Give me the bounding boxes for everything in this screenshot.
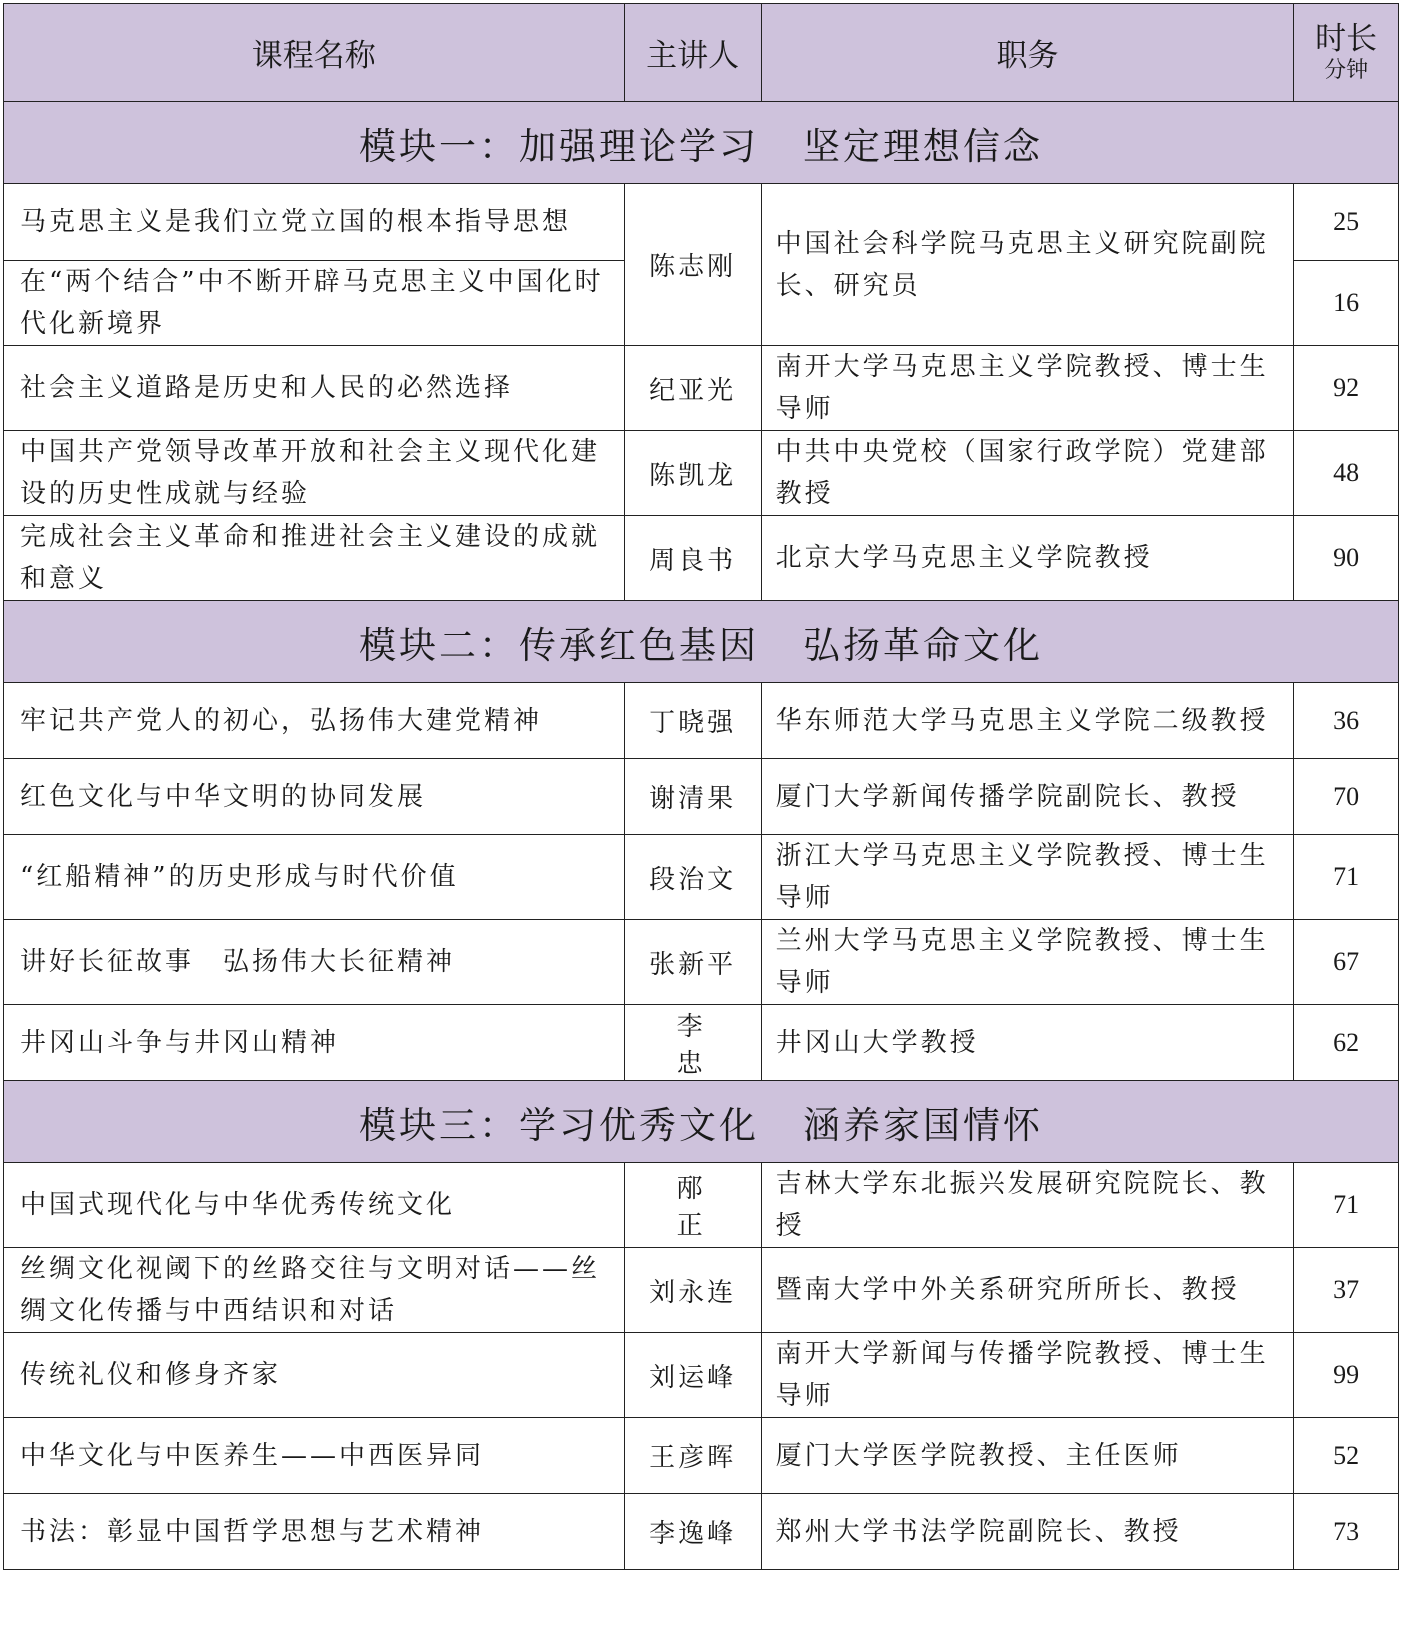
table-row [4,1163,1399,1248]
speaker-name: 段治文 [624,835,761,920]
header-course: 课程名称 [4,4,625,102]
speaker-position: 北京大学马克思主义学院教授 [761,516,1294,601]
speaker-position: 中国社会科学院马克思主义研究院副院长、研究员 [761,184,1294,346]
course-name: 马克思主义是我们立党立国的根本指导思想 [4,184,625,261]
module-title: 模块三：学习优秀文化 [359,1103,759,1147]
duration-minutes: 99 [1294,1333,1399,1418]
speaker-position: 中共中央党校（国家行政学院）党建部教授 [761,431,1294,516]
speaker-position: 华东师范大学马克思主义学院二级教授 [761,683,1294,759]
course-name: “红船精神”的历史形成与时代价值 [4,835,625,920]
duration-minutes: 70 [1294,759,1399,835]
header-position: 职务 [761,4,1294,102]
duration-minutes: 71 [1294,835,1399,920]
duration-minutes: 37 [1294,1248,1399,1333]
module-title: 模块一：加强理论学习 [359,124,759,168]
module-3-title [4,1081,1399,1163]
table-row [4,346,1399,431]
module-subtitle: 坚定理想信念 [803,124,1043,168]
module-1-title [4,102,1399,184]
speaker-name: 陈凯龙 [624,431,761,516]
speaker-name: 李忠 [624,1005,761,1081]
duration-minutes: 52 [1294,1418,1399,1494]
speaker-name: 周良书 [624,516,761,601]
header-duration [1294,4,1399,102]
speaker-name: 邴正 [624,1163,761,1248]
speaker-name: 刘永连 [624,1248,761,1333]
table-row [4,184,1399,261]
header-duration-unit: 分钟 [1324,57,1369,83]
table-row [4,516,1399,601]
table-row [4,1005,1399,1081]
speaker-name: 纪亚光 [624,346,761,431]
course-name: 牢记共产党人的初心，弘扬伟大建党精神 [4,683,625,759]
table-row [4,835,1399,920]
module-1-row [4,102,1399,184]
course-name: 井冈山斗争与井冈山精神 [4,1005,625,1081]
module-subtitle: 涵养家国情怀 [803,1103,1043,1147]
speaker-name: 谢清果 [624,759,761,835]
duration-minutes: 90 [1294,516,1399,601]
speaker-name: 陈志刚 [624,184,761,346]
speaker-name: 李逸峰 [624,1494,761,1570]
duration-minutes: 36 [1294,683,1399,759]
course-name: 传统礼仪和修身齐家 [4,1333,625,1418]
header-row [4,4,1399,102]
speaker-position: 井冈山大学教授 [761,1005,1294,1081]
module-subtitle: 弘扬革命文化 [803,623,1043,667]
course-name: 社会主义道路是历史和人民的必然选择 [4,346,625,431]
table-row [4,1494,1399,1570]
table-row [4,1333,1399,1418]
header-speaker: 主讲人 [624,4,761,102]
duration-minutes: 71 [1294,1163,1399,1248]
duration-minutes: 16 [1294,261,1399,346]
table-row [4,920,1399,1005]
course-name: 书法：彰显中国哲学思想与艺术精神 [4,1494,625,1570]
table-row [4,1248,1399,1333]
speaker-position: 厦门大学医学院教授、主任医师 [761,1418,1294,1494]
duration-minutes: 48 [1294,431,1399,516]
speaker-name: 张新平 [624,920,761,1005]
table-row [4,431,1399,516]
speaker-position: 南开大学马克思主义学院教授、博士生导师 [761,346,1294,431]
module-3-row [4,1081,1399,1163]
course-name: 讲好长征故事 弘扬伟大长征精神 [4,920,625,1005]
speaker-name: 刘运峰 [624,1333,761,1418]
speaker-name: 丁晓强 [624,683,761,759]
table-row [4,1418,1399,1494]
header-duration-label: 时长 [1315,21,1378,58]
course-name: 中华文化与中医养生——中西医异同 [4,1418,625,1494]
course-name: 在“两个结合”中不断开辟马克思主义中国化时代化新境界 [4,261,625,346]
duration-minutes: 67 [1294,920,1399,1005]
speaker-name: 王彦晖 [624,1418,761,1494]
duration-minutes: 25 [1294,184,1399,261]
course-name: 完成社会主义革命和推进社会主义建设的成就和意义 [4,516,625,601]
speaker-position: 浙江大学马克思主义学院教授、博士生导师 [761,835,1294,920]
course-name: 中国共产党领导改革开放和社会主义现代化建设的历史性成就与经验 [4,431,625,516]
course-name: 红色文化与中华文明的协同发展 [4,759,625,835]
speaker-position: 暨南大学中外关系研究所所长、教授 [761,1248,1294,1333]
table-row [4,759,1399,835]
module-2-title [4,601,1399,683]
speaker-position: 南开大学新闻与传播学院教授、博士生导师 [761,1333,1294,1418]
speaker-position: 兰州大学马克思主义学院教授、博士生导师 [761,920,1294,1005]
speaker-position: 郑州大学书法学院副院长、教授 [761,1494,1294,1570]
course-schedule [3,3,1399,1570]
speaker-position: 厦门大学新闻传播学院副院长、教授 [761,759,1294,835]
module-title: 模块二：传承红色基因 [359,623,759,667]
course-table [3,3,1399,1570]
course-name: 中国式现代化与中华优秀传统文化 [4,1163,625,1248]
course-name: 丝绸文化视阈下的丝路交往与文明对话——丝绸文化传播与中西结识和对话 [4,1248,625,1333]
duration-minutes: 73 [1294,1494,1399,1570]
duration-minutes: 62 [1294,1005,1399,1081]
duration-minutes: 92 [1294,346,1399,431]
table-row [4,683,1399,759]
speaker-position: 吉林大学东北振兴发展研究院院长、教授 [761,1163,1294,1248]
module-2-row [4,601,1399,683]
